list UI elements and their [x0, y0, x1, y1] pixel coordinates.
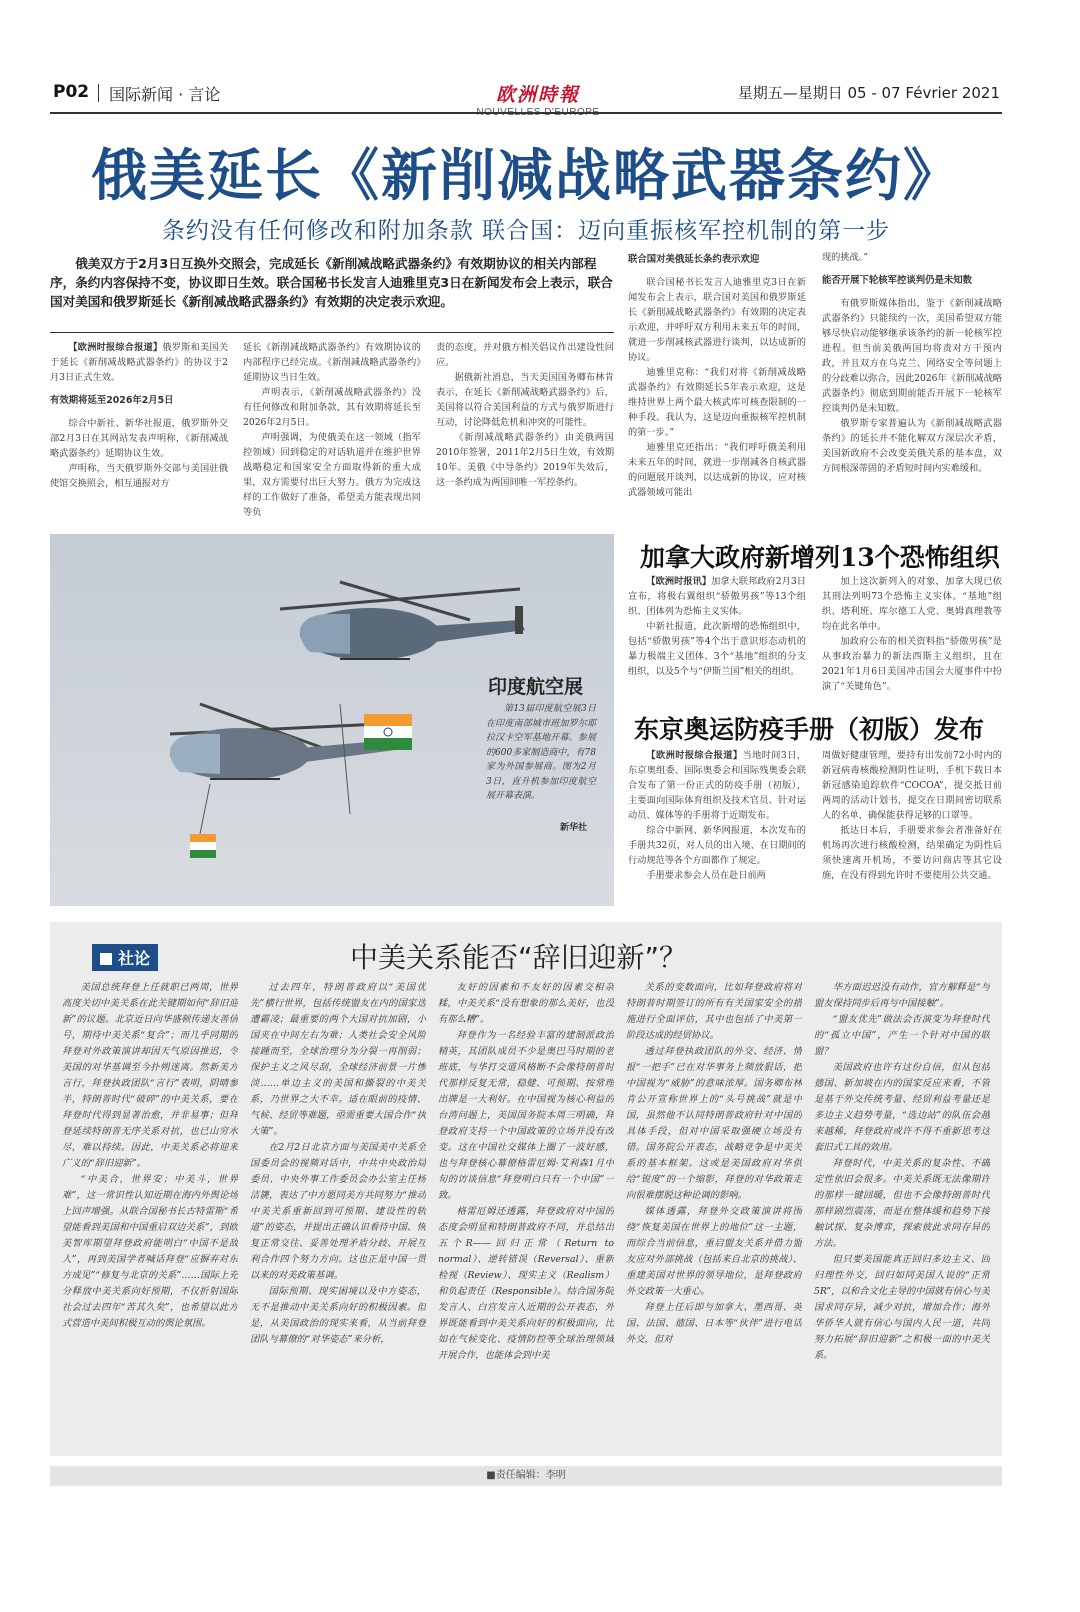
- article-source: 【欧洲时报综合报道】: [68, 342, 163, 353]
- masthead-logo-chinese: 欧洲時報: [495, 84, 580, 106]
- canada-column-1: [628, 574, 806, 704]
- paragraph: 俄罗斯和美国关于延长《新削减战略武器条约》的协议于2月3日正式生效。: [50, 342, 228, 383]
- paragraph: 综合中新网、新华网报道，本次发布的手册共32页，对人员的出入境、在日期间的行动规范等各个方面都作了规定。: [628, 825, 806, 866]
- article-subheading: 有效期将延至2026年2月5日: [50, 395, 174, 406]
- editorial-tag: [92, 944, 158, 971]
- editor-credit: ■责任编辑：李明: [486, 1470, 566, 1481]
- editorial-headline: 中美关系能否“辞旧迎新”？: [350, 941, 688, 974]
- editorial-tag-label: 社论: [118, 949, 151, 968]
- editorial-paragraph: 美国总统拜登上任就职已两周，世界高度关切中美关系在此关键期如何“辞旧迎新”的议题。北京近日向华盛顿传递友善信号，期待中美关系“复合”；而几乎同期的拜登对外政策演讲却因天气原因推迟，令美国的对华基调至今扑朔迷离。然新美方言行，拜登执政团队“言行”表明，阴晴参半，特朗普时代“破碎”的中美关系，要在拜登时代得到显著治愈，并非易事；但拜登延续特朗普无序关系对抗，也已山穷水尽，难以持续。因此，中美关系必将迎来广义的“辞旧迎新”。: [62, 982, 238, 1169]
- article-column-4: [628, 250, 806, 518]
- paragraph: 联合国秘书长发言人迪雅里克3日在新闻发布会上表示，联合国对美国和俄罗斯延长《新削减战略武器条约》有效期的决定表示欢迎，并呼吁双方利用未来五年的时间，就进一步削减核武器进行谈判，以达成新的协议。: [628, 277, 806, 363]
- editorial-column-5: [814, 980, 990, 1450]
- article-column-3: [436, 340, 614, 518]
- editorial-paragraph: 拜登时代，中美关系的复杂性、不确定性依旧会很多。中美关系既无法像期许的那样一键回暖，但也不会像特朗普时代那样剧烈震荡，而是在整体缓和趋势下接触试探、复杂博弈，探索彼此求同存异的方法。: [814, 1158, 990, 1249]
- canada-column-2: [822, 574, 1002, 704]
- tokyo-column-1: [628, 748, 806, 908]
- article-column-2: [243, 340, 421, 518]
- header-rule: [50, 112, 1002, 114]
- editorial-paragraph: 在2月2日北京方面与美国美中关系全国委员会的视频对话中，中共中央政治局委员、中央外事工作委员会办公室主任杨洁篪，表达了中方愿同美方共同努力“推动中美关系重新回到可预期、建设性的轨道”的姿态，并提出正确认识看待中国、恢复正常交往、妥善处理矛盾分歧、开展互利合作四个努力方向。这也正是中国一贯以来的对美政策基调。: [250, 1142, 426, 1281]
- editorial-column-4: [626, 980, 802, 1450]
- paragraph: 迪雅里克还指出：“我们呼吁俄美利用未来五年的时间，就进一步削减各自核武器的问题展开谈判，以达成新的协议，应对核武器领域可能出: [628, 442, 806, 498]
- lead-rule: [50, 332, 614, 333]
- editorial-paragraph: 拜登作为一名经验丰富的建制派政治精英，其团队成员不少是奥巴马时期的老班底，与华打交道风格断不会像特朗普时代那样反复无常，稳健、可预期、按常理出牌是一大利好。在中国视为核心利益的台湾问题上，美国国务院本周三明确，拜登政府支持一个中国政策的立场并没有改变。这在中国社交媒体上圈了一波好感，也与拜登核心幕僚格雷厄姆·艾利森1月中旬的访谈信息“拜登明白只有一个中国”一致。: [438, 1030, 614, 1201]
- editorial-paragraph: 友好的因素和不友好的因素交相杂糅，中美关系“没有想象的那么美好，也没有那么糟”。: [438, 982, 614, 1025]
- news-photo: [50, 534, 614, 906]
- editorial-paragraph: 但只要美国能真正回归多边主义、回归理性外交，回归如同美国人说的“正常5R”，以和合文化主导的中国就有信心与美国求同存异，减少对抗，增加合作；海外华侨华人就有信心与国内人民一道，共同努力拓展“辞旧迎新”之积极一面的中美关系。: [814, 1254, 990, 1361]
- paragraph: 声明称，当天俄罗斯外交部与美国驻俄使馆交换照会，相互通报对方: [50, 463, 228, 489]
- tokyo-column-2: [822, 748, 1002, 908]
- footer-bar: [50, 1466, 1002, 1486]
- article-source: 【欧洲时报讯】: [646, 576, 712, 587]
- main-lead: 俄美双方于2月3日互换外交照会，完成延长《新削减战略武器条约》有效期协议的相关内部程序，条约内容保持不变，协议即日生效。联合国秘书长发言人迪雅里克3日在新闻发布会上表示，联合国对美国和俄罗斯延长《新削减战略武器条约》有效期的决定表示欢迎。: [50, 256, 613, 309]
- editorial-column-1: [62, 980, 238, 1450]
- page-number: P02: [53, 82, 90, 102]
- editorial-paragraph: “中美合，世界安；中美斗，世界难”，这一常识性认知近期在海内外舆论场上回声增强。从联合国秘书长古特雷斯“希望能看到美国和中国重启双边关系”，到欧美智库期望拜登政府能明白“中国不是敌人”，再到美国学者喊话拜登“应摒弃对东方成见”“修复与北京的关系”……国际上充分释放中美关系向好预期，不仅折射国际社会过去四年“苦其久矣”，也希望以此方式营造中美间积极互动的舆论氛围。: [62, 1174, 238, 1329]
- paragraph: 延长《新削减战略武器条约》有效期协议的内部程序已经完成。《新削减战略武器条约》延期协议当日生效。: [243, 342, 421, 383]
- paragraph: 中新社报道，此次新增的恐怖组织中，包括“骄傲男孩”等4个出于意识形态动机的暴力极端主义团体、3个“基地”组织的分支组织，以及5个与“伊斯兰国”相关的组织。: [628, 621, 806, 677]
- photo-credit: 新华社: [560, 823, 588, 833]
- editorial-paragraph: 国际预期、现实困境以及中方姿态，无不是推动中美关系向好的积极因素。但是，从美国政治的现实来看，从当前拜登团队与幕僚的“对华姿态”来分析，: [250, 1286, 426, 1345]
- paragraph: 加拿大联邦政府2月3日宣布，将极右翼组织“骄傲男孩”等13个组织、团体列为恐怖主义实体。: [628, 576, 806, 617]
- editorial-paragraph: 关系的变数面向，比如拜登政府将对特朗普时期签订的所有有关国家安全的措施进行全面评估，其中也包括了中美第一阶段达成的经贸协议。: [626, 982, 802, 1041]
- section-name: 国际新闻 · 言论: [109, 85, 221, 104]
- photo-caption-title: 印度航空展: [488, 676, 584, 698]
- paragraph: 责的态度，并对俄方相关倡议作出建设性回应。: [436, 342, 614, 368]
- paragraph: 迪雅里克称：“我们对将《新削减战略武器条约》有效期延长5年表示欢迎，这是维持世界上两个最大核武库可核查限制的一种手段。我认为，这是迈向重振核军控机制的第一步。”: [628, 367, 806, 438]
- editorial-paragraph: 格雷厄姆还透露，拜登政府对中国的态度会明显和特朗普政府不同，并总结出五个R——回归正常（Return to normal）、逆转错误（Reversal）、重新检视（Review）、现实主义（Realism）和负起责任（Responsible）。结合国务院发言人、白宫发言人近期的公开表态，外界既能看到中美关系向好的积极面向，比如在气候变化、疫情防控等全球治理领域开展合作，也能体会到中美: [438, 1206, 614, 1361]
- paragraph: 周做好健康管理，要持有出发前72小时内的新冠病毒核酸检测阴性证明，手机下载日本新冠感染追踪软件“COCOA”，提交抵日前两周的活动计划书，提交在日期间密切联系人的名单，确保能获得足够的口罩等。: [822, 750, 1002, 821]
- square-icon: [100, 953, 112, 965]
- paragraph: 俄罗斯专家普遍认为《新削减战略武器条约》的延长并不能化解双方深层次矛盾，美国新政府不会改变美俄关系的基本盘，双方间根深蒂固的矛盾短时间内实难缓和。: [822, 418, 1002, 474]
- paragraph: 声明强调，为使俄美在这一领域（指军控领域）回到稳定的对话轨道并在维护世界战略稳定和国家安全方面取得新的重大成果，双方需要付出巨大努力。俄方为完成这样的工作做好了准备，希望美方能表现出同等负: [243, 432, 421, 518]
- paragraph: 《新削减战略武器条约》由美俄两国2010年签署，2011年2月5日生效，有效期10年。美俄《中导条约》2019年失效后，这一条约成为两国间唯一军控条约。: [436, 432, 614, 488]
- article-subheading: 联合国对美俄延长条约表示欢迎: [628, 254, 760, 265]
- paragraph: 手册要求参会人员在赴日前两: [646, 870, 766, 881]
- editorial-column-3: [438, 980, 614, 1450]
- paragraph: 加政府公布的相关资料指“骄傲男孩”是从事政治暴力的新法西斯主义组织，且在2021年1月6日美国冲击国会大厦事件中扮演了“关键角色”。: [822, 636, 1002, 692]
- editorial-paragraph: 华方面迟迟没有动作，官方解释是“与盟友保持同步后再与中国接触”。: [814, 982, 990, 1009]
- editorial-paragraph: 透过拜登执政团队的外交、经济、情报“一把手”已在对华事务上频放狠话，把中国视为“威胁”的意味浓厚。国务卿布林肯公开宣称世界上的“头号挑战”就是中国，虽然他不认同特朗普政府针对中国的具体手段，但对中国采取强硬立场没有错。国务院公开表态，战略竞争是中美关系的基本框架。这或是美国政府对华供给“锐度”的一个缩影，拜登的对华政策走向很难摆脱这种论调的影响。: [626, 1046, 802, 1201]
- tokyo-headline: 东京奥运防疫手册（初版）发布: [634, 715, 985, 744]
- paragraph: 当地时间3日，东京奥组委、国际奥委会和国际残奥委会联合发布了第一份正式的防疫手册（初版），主要面向国际体育组织及技术官员、针对运动员、媒体等的手册将于近期发布。: [628, 750, 806, 821]
- paragraph: 有俄罗斯媒体指出，鉴于《新削减战略武器条约》只能续约一次，美国希望双方能够尽快启动能够继承该条约的新一轮核军控进程。但当前美俄两国均将责对方干预内政，并且双方在乌克兰、网络安全等问题上的分歧难以弥合，因此2026年《新削减战略武器条约》彻底到期前能否开展下一轮核军控谈判仍是未知数。: [822, 298, 1002, 414]
- article-subheading: 能否开展下轮核军控谈判仍是未知数: [822, 275, 973, 286]
- issue-date: 星期五—星期日 05 - 07 Février 2021: [737, 84, 1000, 102]
- editorial-paragraph: 过去四年，特朗普政府以“美国优先”横行世界，包括传统盟友在内的国家迭遭霸凌；最重要的两个大国对抗加剧，小国夹在中间左右为难；人类社会安全风险接踵而至，全球治理分为分裂一再削弱；保护主义之风尽刮，全球经济前景一片惨淡……单边主义的美国和撕裂的中美关系，乃世界之大不幸。适在眼前的疫情、气候、经贸等难题，亟需重要大国合作“执大策”。: [250, 982, 426, 1137]
- paragraph: 声明表示，《新削减战略武器条约》没有任何修改和附加条款，其有效期将延长至2026年2月5日。: [243, 387, 421, 428]
- paragraph: 据俄新社消息，当天美国国务卿布林肯表示，在延长《新削减战略武器条约》后，美国将以符合美国利益的方式与俄罗斯进行互动，讨论降低危机和冲突的可能性。: [436, 372, 614, 428]
- article-column-1: [50, 340, 228, 518]
- header-divider-vertical: [98, 84, 99, 102]
- paragraph: 综合中新社、新华社报道，俄罗斯外交部2月3日在其网站发表声明称，《新削减战略武器条约》延期协议生效。: [50, 418, 228, 459]
- editorial-paragraph: “盟友优先”做法会否演变为拜登时代的“孤立中国”，产生一个针对中国的联盟？: [814, 1014, 990, 1057]
- paragraph: 抵达日本后，手册要求参会者准备好在机场再次进行核酸检测，结果确定为阴性后须快速离开机场，不要访问商店等其它设施，在没有得到允许时不要使用公共交通。: [822, 825, 1002, 881]
- main-headline: 俄美延长《新削减战略武器条约》: [91, 143, 961, 209]
- article-source: 【欧洲时报综合报道】: [646, 750, 743, 761]
- editorial-column-2: [250, 980, 426, 1450]
- paragraph: 加上这次新列入的对象，加拿大现已依其刑法列明73个恐怖主义实体。“基地”组织、塔利班、库尔德工人党、奥姆真理教等均在此名单中。: [822, 576, 1002, 632]
- editorial-paragraph: 美国政府也许有这份自信，但从包括德国、新加坡在内的国家反应来看，不管是基于外交传统考量、经贸利益考量还是多边主义趋势考量，“选边站”的队伍会越来越稀，拜登政府或许不得不重新思考这套旧式工具的效用。: [814, 1062, 990, 1153]
- paragraph: 现的挑战。”: [822, 252, 869, 263]
- editorial-paragraph: 媒体透露，拜登外交政策演讲将围绕“恢复美国在世界上的地位”这一主题，而综合当前信息，重启盟友关系并借力盟友应对外部挑战（包括来自北京的挑战）、重建美国对世界的领导地位，是拜登政府外交政策一大重心。: [626, 1206, 802, 1297]
- main-subhead: 条约没有任何修改和附加条款 联合国：迈向重振核军控机制的第一步: [161, 218, 891, 244]
- article-column-5: [822, 250, 1002, 518]
- editorial-section: [50, 922, 1002, 1456]
- canada-headline: 加拿大政府新增列13个恐怖组织: [640, 543, 1000, 572]
- photo-caption: 第13届印度航空展3日在印度南部城市班加罗尔耶拉汉卡空军基地开幕。参展的600多家制造商中，有78家为外国参展商。图为2月3日，直升机参加印度航空展开幕表演。: [486, 704, 596, 801]
- editorial-paragraph: 拜登上任后即与加拿大、墨西哥、英国、法国、德国、日本等“伙伴”进行电话外交，但对: [626, 1302, 802, 1345]
